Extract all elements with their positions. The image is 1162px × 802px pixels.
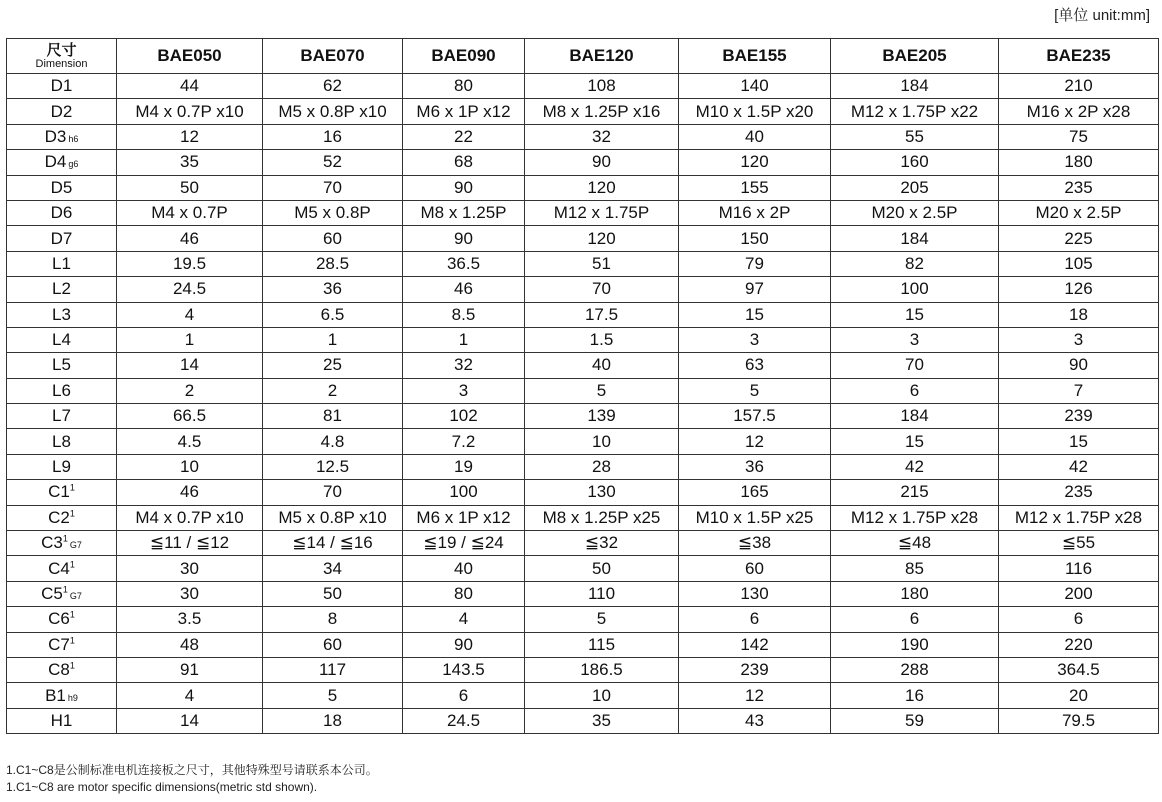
table-cell: 80 <box>403 581 525 606</box>
table-cell: 24.5 <box>117 277 263 302</box>
row-label <box>7 708 117 733</box>
table-row <box>7 200 1159 225</box>
row-label <box>7 353 117 378</box>
row-label-superscript: 1 <box>69 482 75 493</box>
table-cell: 288 <box>831 657 999 682</box>
table-cell: 190 <box>831 632 999 657</box>
row-label-superscript: 1 <box>62 533 68 544</box>
table-cell: M16 x 2P <box>679 200 831 225</box>
table-cell: 43 <box>679 708 831 733</box>
table-cell: 220 <box>999 632 1159 657</box>
table-row <box>7 657 1159 682</box>
row-label <box>7 150 117 175</box>
table-cell: M10 x 1.5P x20 <box>679 99 831 124</box>
table-cell: 3 <box>999 327 1159 352</box>
table-cell: ≦14 / ≦16 <box>263 531 403 556</box>
row-label <box>7 327 117 352</box>
table-cell: 28.5 <box>263 251 403 276</box>
table-cell: 35 <box>117 150 263 175</box>
row-label <box>7 480 117 505</box>
table-row <box>7 302 1159 327</box>
table-cell: 50 <box>263 581 403 606</box>
table-cell: M6 x 1P x12 <box>403 99 525 124</box>
table-cell: 18 <box>999 302 1159 327</box>
table-cell: 90 <box>403 632 525 657</box>
table-cell: 32 <box>403 353 525 378</box>
table-cell: 126 <box>999 277 1159 302</box>
table-cell: 150 <box>679 226 831 251</box>
table-cell: 105 <box>999 251 1159 276</box>
table-cell: 8 <box>263 607 403 632</box>
table-cell: 48 <box>117 632 263 657</box>
row-label <box>7 378 117 403</box>
table-cell: 239 <box>679 657 831 682</box>
table-cell: 120 <box>525 226 679 251</box>
table-cell: 51 <box>525 251 679 276</box>
table-cell: 200 <box>999 581 1159 606</box>
table-cell: 80 <box>403 74 525 99</box>
row-label-text: D2 <box>50 101 73 121</box>
table-cell: M16 x 2P x28 <box>999 99 1159 124</box>
row-label-text: L8 <box>52 431 71 451</box>
table-cell: M5 x 0.8P <box>263 200 403 225</box>
table-cell: 165 <box>679 480 831 505</box>
table-cell: 40 <box>679 124 831 149</box>
table-cell: 5 <box>525 378 679 403</box>
table-cell: M8 x 1.25P x25 <box>525 505 679 530</box>
row-label-text: L2 <box>52 279 71 299</box>
row-label <box>7 226 117 251</box>
table-cell: 180 <box>831 581 999 606</box>
table-cell: ≦38 <box>679 531 831 556</box>
row-label-text: B1 <box>45 685 66 705</box>
table-cell: M5 x 0.8P x10 <box>263 505 403 530</box>
table-cell: 239 <box>999 404 1159 429</box>
table-cell: 6 <box>831 378 999 403</box>
dimension-table <box>6 38 1159 734</box>
table-row <box>7 124 1159 149</box>
row-label-text: C8 <box>48 660 70 680</box>
table-cell: M20 x 2.5P <box>999 200 1159 225</box>
table-cell: M8 x 1.25P x16 <box>525 99 679 124</box>
table-row <box>7 353 1159 378</box>
table-cell: 184 <box>831 74 999 99</box>
dimension-header-cn: 尺寸 <box>46 41 77 59</box>
row-label <box>7 531 117 556</box>
table-cell: 52 <box>263 150 403 175</box>
table-cell: 117 <box>263 657 403 682</box>
table-cell: 235 <box>999 480 1159 505</box>
table-cell: 19 <box>403 454 525 479</box>
table-row <box>7 429 1159 454</box>
table-cell: 90 <box>403 226 525 251</box>
table-cell: 15 <box>679 302 831 327</box>
table-cell: 1.5 <box>525 327 679 352</box>
table-row <box>7 74 1159 99</box>
table-cell: 6 <box>831 607 999 632</box>
table-cell: 79.5 <box>999 708 1159 733</box>
table-cell: M10 x 1.5P x25 <box>679 505 831 530</box>
table-cell: 102 <box>403 404 525 429</box>
model-header: BAE070 <box>263 39 403 74</box>
table-cell: 140 <box>679 74 831 99</box>
table-cell: 90 <box>999 353 1159 378</box>
table-cell: 3 <box>679 327 831 352</box>
table-cell: 42 <box>831 454 999 479</box>
row-label <box>7 124 117 149</box>
row-label <box>7 657 117 682</box>
table-cell: 16 <box>263 124 403 149</box>
table-cell: 40 <box>403 556 525 581</box>
row-label-text: H1 <box>50 710 73 730</box>
table-row <box>7 581 1159 606</box>
table-cell: 14 <box>117 708 263 733</box>
table-row <box>7 327 1159 352</box>
table-row <box>7 531 1159 556</box>
table-cell: 6 <box>403 683 525 708</box>
table-cell: 2 <box>117 378 263 403</box>
table-cell: 142 <box>679 632 831 657</box>
model-header: BAE205 <box>831 39 999 74</box>
table-cell: M12 x 1.75P <box>525 200 679 225</box>
table-cell: 205 <box>831 175 999 200</box>
footnote-en: 1.C1~C8 are motor specific dimensions(metric std shown). <box>6 780 318 794</box>
table-cell: 24.5 <box>403 708 525 733</box>
table-cell: 81 <box>263 404 403 429</box>
row-label-tolerance: h9 <box>67 692 78 703</box>
table-cell: 50 <box>117 175 263 200</box>
row-label <box>7 581 117 606</box>
table-row <box>7 226 1159 251</box>
table-cell: 46 <box>117 226 263 251</box>
table-header-row <box>7 39 1159 74</box>
table-cell: 15 <box>831 429 999 454</box>
table-cell: 120 <box>679 150 831 175</box>
row-label <box>7 200 117 225</box>
table-row <box>7 632 1159 657</box>
row-label-superscript: 1 <box>69 660 75 671</box>
table-cell: 90 <box>403 175 525 200</box>
table-cell: 25 <box>263 353 403 378</box>
row-label-text: C6 <box>48 609 70 629</box>
row-label-tolerance: G7 <box>69 540 82 551</box>
table-cell: 4 <box>403 607 525 632</box>
table-cell: 97 <box>679 277 831 302</box>
table-cell: 155 <box>679 175 831 200</box>
row-label <box>7 632 117 657</box>
row-label-tolerance: h6 <box>68 133 79 144</box>
table-cell: 79 <box>679 251 831 276</box>
table-cell: 30 <box>117 556 263 581</box>
table-cell: 184 <box>831 226 999 251</box>
table-cell: 186.5 <box>525 657 679 682</box>
row-label <box>7 74 117 99</box>
table-row <box>7 99 1159 124</box>
row-label-tolerance: g6 <box>68 159 79 170</box>
row-label <box>7 454 117 479</box>
row-label-superscript: 1 <box>62 584 68 595</box>
table-cell: 3 <box>831 327 999 352</box>
table-cell: 364.5 <box>999 657 1159 682</box>
table-cell: M4 x 0.7P <box>117 200 263 225</box>
row-label-text: D1 <box>50 76 73 96</box>
table-cell: M12 x 1.75P x28 <box>999 505 1159 530</box>
table-cell: 18 <box>263 708 403 733</box>
table-cell: 10 <box>525 683 679 708</box>
table-cell: 50 <box>525 556 679 581</box>
table-row <box>7 556 1159 581</box>
table-cell: 62 <box>263 74 403 99</box>
table-cell: 60 <box>263 632 403 657</box>
table-row <box>7 150 1159 175</box>
row-label-superscript: 1 <box>69 609 75 620</box>
table-cell: 120 <box>525 175 679 200</box>
row-label <box>7 404 117 429</box>
row-label <box>7 277 117 302</box>
table-cell: 115 <box>525 632 679 657</box>
table-cell: 130 <box>525 480 679 505</box>
row-label-text: L4 <box>52 330 71 350</box>
table-cell: 10 <box>525 429 679 454</box>
table-cell: 44 <box>117 74 263 99</box>
row-label <box>7 607 117 632</box>
row-label-text: D7 <box>50 228 73 248</box>
model-header: BAE155 <box>679 39 831 74</box>
table-cell: 59 <box>831 708 999 733</box>
table-cell: 46 <box>403 277 525 302</box>
model-header: BAE235 <box>999 39 1159 74</box>
table-cell: 1 <box>403 327 525 352</box>
table-cell: 28 <box>525 454 679 479</box>
row-label-text: L3 <box>52 304 71 324</box>
row-label <box>7 175 117 200</box>
table-cell: 6.5 <box>263 302 403 327</box>
model-header: BAE120 <box>525 39 679 74</box>
row-label-text: C5 <box>41 584 63 603</box>
table-cell: 63 <box>679 353 831 378</box>
table-cell: 100 <box>831 277 999 302</box>
table-cell: 116 <box>999 556 1159 581</box>
table-cell: 12 <box>117 124 263 149</box>
table-cell: 36 <box>263 277 403 302</box>
table-cell: 32 <box>525 124 679 149</box>
table-cell: M4 x 0.7P x10 <box>117 99 263 124</box>
table-row <box>7 505 1159 530</box>
table-cell: 5 <box>679 378 831 403</box>
table-cell: M12 x 1.75P x22 <box>831 99 999 124</box>
table-cell: M20 x 2.5P <box>831 200 999 225</box>
table-cell: 60 <box>263 226 403 251</box>
dimension-header <box>7 39 117 74</box>
table-row <box>7 251 1159 276</box>
row-label-text: C3 <box>41 533 63 553</box>
row-label-text: L7 <box>52 406 71 426</box>
table-cell: M4 x 0.7P x10 <box>117 505 263 530</box>
table-cell: 2 <box>263 378 403 403</box>
table-cell: 66.5 <box>117 404 263 429</box>
row-label-superscript: 1 <box>69 635 75 646</box>
table-cell: 70 <box>831 353 999 378</box>
table-cell: 184 <box>831 404 999 429</box>
row-label <box>7 429 117 454</box>
table-cell: 16 <box>831 683 999 708</box>
table-cell: ≦32 <box>525 531 679 556</box>
table-cell: 7 <box>999 378 1159 403</box>
row-label <box>7 505 117 530</box>
table-cell: 30 <box>117 581 263 606</box>
table-cell: 12 <box>679 683 831 708</box>
table-cell: 143.5 <box>403 657 525 682</box>
table-cell: 70 <box>525 277 679 302</box>
table-cell: 90 <box>525 150 679 175</box>
table-cell: 15 <box>831 302 999 327</box>
table-cell: 34 <box>263 556 403 581</box>
row-label <box>7 99 117 124</box>
table-row <box>7 277 1159 302</box>
table-cell: 36 <box>679 454 831 479</box>
table-body <box>7 74 1159 734</box>
table-cell: 110 <box>525 581 679 606</box>
table-cell: 8.5 <box>403 302 525 327</box>
table-row <box>7 708 1159 733</box>
table-cell: 85 <box>831 556 999 581</box>
row-label <box>7 251 117 276</box>
table-cell: 5 <box>525 607 679 632</box>
table-cell: 6 <box>679 607 831 632</box>
table-cell: 20 <box>999 683 1159 708</box>
table-cell: 22 <box>403 124 525 149</box>
row-label <box>7 302 117 327</box>
table-cell: 100 <box>403 480 525 505</box>
table-cell: 5 <box>263 683 403 708</box>
table-cell: ≦55 <box>999 531 1159 556</box>
table-cell: 4 <box>117 302 263 327</box>
table-cell: 225 <box>999 226 1159 251</box>
model-header: BAE090 <box>403 39 525 74</box>
row-label-text: L9 <box>52 457 71 477</box>
table-cell: 12 <box>679 429 831 454</box>
row-label-text: C4 <box>48 558 70 578</box>
table-cell: 215 <box>831 480 999 505</box>
row-label <box>7 556 117 581</box>
row-label-text: C2 <box>48 507 70 527</box>
table-cell: 19.5 <box>117 251 263 276</box>
table-cell: 3 <box>403 378 525 403</box>
table-cell: 75 <box>999 124 1159 149</box>
table-cell: 14 <box>117 353 263 378</box>
table-cell: 1 <box>263 327 403 352</box>
table-cell: 139 <box>525 404 679 429</box>
table-cell: 68 <box>403 150 525 175</box>
table-cell: 70 <box>263 175 403 200</box>
row-label-text: C1 <box>48 482 70 502</box>
row-label-text: D6 <box>50 203 73 223</box>
table-cell: 46 <box>117 480 263 505</box>
table-cell: 180 <box>999 150 1159 175</box>
dimension-header-en: Dimension <box>35 57 88 70</box>
table-cell: ≦19 / ≦24 <box>403 531 525 556</box>
table-row <box>7 607 1159 632</box>
table-cell: 70 <box>263 480 403 505</box>
table-cell: 42 <box>999 454 1159 479</box>
table-cell: 4.8 <box>263 429 403 454</box>
table-row <box>7 683 1159 708</box>
table-cell: 10 <box>117 454 263 479</box>
table-cell: 35 <box>525 708 679 733</box>
table-row <box>7 378 1159 403</box>
table-cell: M8 x 1.25P <box>403 200 525 225</box>
table-cell: M12 x 1.75P x28 <box>831 505 999 530</box>
row-label-text: L5 <box>52 355 71 375</box>
table-row <box>7 454 1159 479</box>
table-cell: 157.5 <box>679 404 831 429</box>
table-cell: 4 <box>117 683 263 708</box>
table-cell: 235 <box>999 175 1159 200</box>
table-cell: 210 <box>999 74 1159 99</box>
table-cell: M5 x 0.8P x10 <box>263 99 403 124</box>
row-label-text: L1 <box>52 253 71 273</box>
footnote-cn: 1.C1~C8是公制标准电机连接板之尺寸，其他特殊型号请联系本公司。 <box>6 763 378 777</box>
table-cell: 160 <box>831 150 999 175</box>
table-cell: ≦11 / ≦12 <box>117 531 263 556</box>
table-cell: 108 <box>525 74 679 99</box>
table-cell: 17.5 <box>525 302 679 327</box>
row-label-text: L6 <box>52 380 71 400</box>
table-cell: 6 <box>999 607 1159 632</box>
table-cell: 1 <box>117 327 263 352</box>
row-label <box>7 683 117 708</box>
unit-label: [单位 unit:mm] <box>1054 7 1150 24</box>
table-cell: 91 <box>117 657 263 682</box>
table-row <box>7 404 1159 429</box>
table-cell: 15 <box>999 429 1159 454</box>
model-header: BAE050 <box>117 39 263 74</box>
row-label-text: D5 <box>50 177 73 197</box>
table-cell: 36.5 <box>403 251 525 276</box>
table-cell: 4.5 <box>117 429 263 454</box>
table-cell: 7.2 <box>403 429 525 454</box>
row-label-tolerance: G7 <box>69 591 82 601</box>
table-cell: 82 <box>831 251 999 276</box>
table-cell: ≦48 <box>831 531 999 556</box>
row-label-text: D4 <box>44 152 67 172</box>
footnotes <box>6 762 378 796</box>
table-row <box>7 175 1159 200</box>
row-label-superscript: 1 <box>69 558 75 569</box>
table-cell: 3.5 <box>117 607 263 632</box>
row-label-text: D3 <box>44 126 67 146</box>
table-cell: 12.5 <box>263 454 403 479</box>
table-cell: 130 <box>679 581 831 606</box>
table-cell: 60 <box>679 556 831 581</box>
table-cell: M6 x 1P x12 <box>403 505 525 530</box>
table-cell: 55 <box>831 124 999 149</box>
table-row <box>7 480 1159 505</box>
row-label-text: C7 <box>48 634 70 654</box>
table-cell: 40 <box>525 353 679 378</box>
row-label-superscript: 1 <box>69 508 75 519</box>
